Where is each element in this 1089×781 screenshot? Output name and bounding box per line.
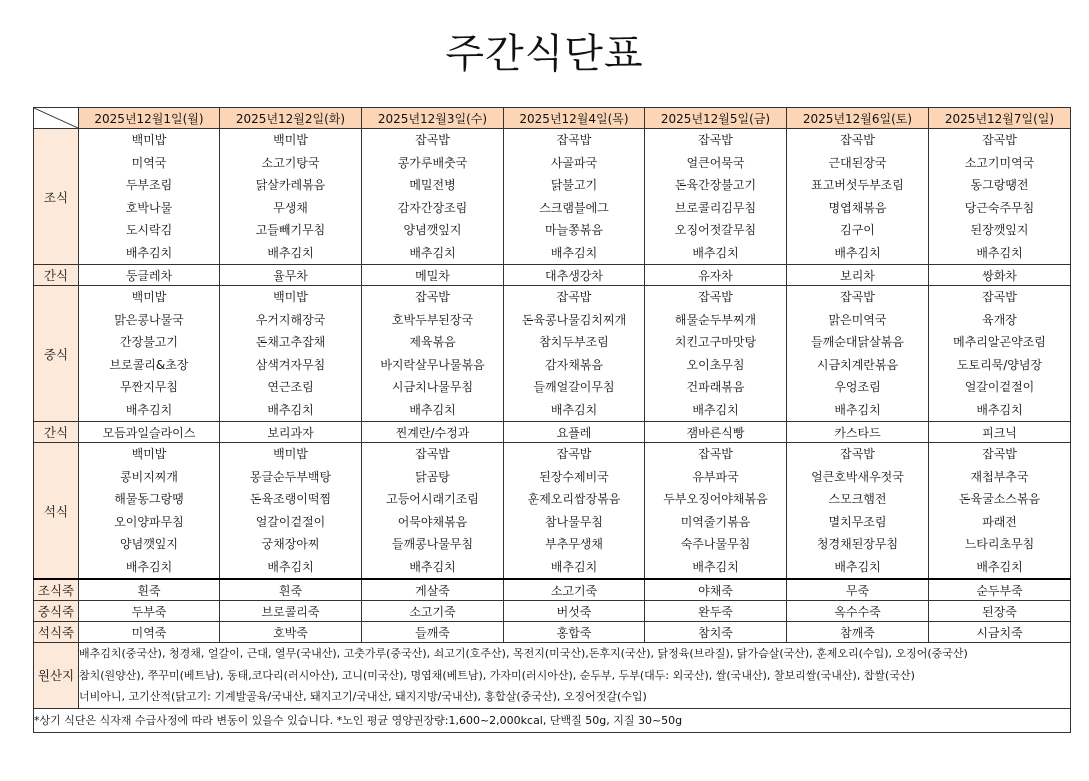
menu-item: 배추김치	[125, 559, 173, 574]
snack2-item: 찐계란/수정과	[362, 422, 504, 443]
dinner-menu-cell	[645, 443, 787, 580]
menu-item: 사골파국	[550, 155, 598, 170]
menu-item: 감자간장조림	[397, 200, 468, 215]
menu-item: 잡곡밥	[556, 447, 592, 461]
menu-item: 어묵야채볶음	[397, 514, 468, 529]
menu-item: 양념깻잎지	[120, 537, 178, 551]
meal-label-snack: 간식	[34, 265, 79, 286]
menu-item: 훈제오리쌈장볶음	[527, 492, 621, 506]
meal-label-dinner: 석식	[34, 443, 79, 580]
breakfast-row	[34, 129, 1071, 265]
menu-item: 된장깻잎지	[970, 223, 1029, 237]
menu-item: 백미밥	[131, 133, 167, 147]
menu-item: 시금치나물무침	[391, 380, 474, 394]
porridge-l-item: 두부죽	[79, 601, 220, 622]
menu-item: 김구이	[840, 223, 875, 237]
snack1-item: 유자차	[645, 265, 787, 286]
menu-item: 들깨순대닭살볶음	[811, 335, 904, 349]
menu-item: 돈육조랭이떡찜	[249, 492, 332, 506]
menu-item: 무짠지무침	[120, 380, 178, 394]
breakfast-menu-cell	[79, 129, 220, 265]
menu-item: 브로콜리김무침	[674, 200, 757, 215]
menu-item: 느타리초무침	[964, 537, 1035, 551]
menu-item: 잡곡밥	[556, 133, 592, 147]
page-title: 주간식단표	[445, 31, 644, 77]
porridge-b-item: 야채죽	[645, 579, 787, 601]
porridge-l-item: 버섯죽	[504, 601, 645, 622]
menu-item: 육개장	[982, 312, 1017, 327]
menu-item: 배추김치	[692, 245, 739, 260]
menu-item: 스모크햄전	[828, 492, 887, 506]
menu-item: 잡곡밥	[415, 133, 450, 147]
menu-item: 마늘쫑볶음	[545, 223, 603, 237]
breakfast-menu-cell	[787, 129, 929, 265]
menu-item: 숙주나물무침	[680, 537, 751, 551]
porridge-b-item: 게살죽	[362, 579, 504, 601]
menu-item: 배추김치	[692, 402, 739, 417]
snack1-item: 둥글레차	[79, 265, 220, 286]
menu-item: 브로콜리&초장	[109, 357, 189, 372]
menu-item: 배추김치	[125, 245, 173, 260]
menu-item: 유부파국	[692, 469, 739, 484]
breakfast-menu-cell	[220, 129, 362, 265]
menu-item: 양념깻잎지	[403, 223, 462, 237]
menu-item: 잡곡밥	[982, 290, 1017, 304]
meal-label-porridge-lunch: 중식죽	[34, 601, 79, 622]
menu-item: 배추김치	[409, 559, 456, 574]
porridge-l-item: 완두죽	[645, 601, 787, 622]
porridge-d-item: 시금치죽	[929, 622, 1071, 643]
menu-item: 얼갈이겉절이	[255, 514, 326, 529]
menu-item: 된장수제비국	[539, 469, 609, 484]
menu-item: 고들빼기무침	[255, 223, 326, 237]
origin-line: 참치(원양산), 쭈꾸미(베트남), 동태,코다리(러시아산), 고니(미국산), 명엽채(베트남), 가자미(러시아산), 순두부, 두부(대두: 외국산), 쌀(국내산), 찰보리쌀(국내산), 찹쌀(국산)	[79, 668, 915, 682]
meal-label-porridge-breakfast: 조식죽	[34, 579, 79, 601]
menu-item: 재첩부추국	[970, 469, 1029, 484]
lunch-menu-cell	[504, 286, 645, 422]
porridge-b-item: 무죽	[787, 579, 929, 601]
origin-label: 원산지	[34, 643, 79, 709]
menu-item: 배추김치	[976, 559, 1023, 574]
menu-item: 간장불고기	[120, 335, 178, 349]
snack1-item: 율무차	[220, 265, 362, 286]
menu-item: 잡곡밥	[840, 290, 875, 304]
menu-item: 들깨콩나물무침	[391, 537, 474, 551]
menu-item: 청경채된장무침	[816, 537, 899, 551]
menu-item: 연근조림	[267, 380, 314, 394]
meal-label-porridge-dinner: 석식죽	[34, 622, 79, 643]
porridge-row-lunch	[34, 601, 1071, 622]
menu-item: 잡곡밥	[415, 447, 450, 461]
origin-line: 너비아니, 고기산적(닭고기: 기계발골육/국내산, 돼지고기/국내산, 돼지지방/국내산), 홍합살(중국산), 오징어젓갈(수입)	[79, 690, 647, 703]
porridge-d-item: 호박죽	[220, 622, 362, 643]
menu-item: 백미밥	[273, 290, 308, 304]
menu-item: 배추김치	[834, 559, 881, 574]
menu-item: 치킨고구마맛탕	[674, 335, 757, 349]
menu-item: 배추김치	[125, 402, 173, 417]
menu-item: 배추김치	[976, 245, 1023, 260]
menu-item: 배추김치	[550, 245, 598, 260]
meal-label-snack: 간식	[34, 422, 79, 443]
menu-item: 미역줄기볶음	[680, 514, 751, 529]
menu-item: 얼갈이겉절이	[964, 380, 1035, 394]
snack2-item: 요플레	[504, 422, 645, 443]
day-header: 2025년12월1일(월)	[79, 108, 220, 129]
dinner-menu-cell	[929, 443, 1071, 580]
lunch-row	[34, 286, 1071, 422]
day-header: 2025년12월4일(목)	[504, 108, 645, 129]
menu-item: 돈육간장불고기	[674, 178, 757, 192]
snack1-item: 대추생강차	[504, 265, 645, 286]
menu-item: 백미밥	[131, 447, 167, 461]
diagonal-line-icon	[34, 108, 78, 128]
snack-row-afternoon	[34, 422, 1071, 443]
snack1-item: 쌍화차	[929, 265, 1071, 286]
origin-line: 배추김치(중국산), 청경채, 얼갈이, 근대, 열무(국내산), 고춧가루(중국산), 쇠고기(호주산), 목전지(미국산),돈후지(국산), 닭정육(브라질), 닭가슴살(국산), 훈제오리(수입), 오징어(중국산)	[79, 647, 968, 660]
menu-item: 얼큰어묵국	[686, 155, 745, 170]
menu-item: 우엉조림	[834, 380, 881, 394]
menu-item: 우거지해장국	[255, 312, 326, 327]
corner-cell	[34, 108, 79, 129]
menu-item: 스크램블에그	[539, 200, 609, 215]
breakfast-menu-cell	[362, 129, 504, 265]
menu-item: 배추김치	[550, 559, 598, 574]
snack2-item: 잼바른식빵	[645, 422, 787, 443]
menu-item: 닭불고기	[550, 178, 598, 192]
menu-item: 닭살카레볶음	[255, 178, 326, 192]
menu-item: 소고기미역국	[964, 155, 1035, 170]
day-header: 2025년12월2일(화)	[220, 108, 362, 129]
menu-item: 두부조림	[125, 178, 173, 192]
origin-cell	[79, 643, 1071, 709]
porridge-d-item: 참깨죽	[787, 622, 929, 643]
dinner-menu-cell	[787, 443, 929, 580]
menu-item: 몽글순두부백탕	[249, 469, 332, 484]
menu-item: 미역국	[131, 155, 167, 170]
porridge-d-item: 홍합죽	[504, 622, 645, 643]
menu-item: 멸치무조림	[828, 514, 887, 529]
porridge-b-item: 순두부죽	[929, 579, 1071, 601]
menu-item: 두부오징어야채볶음	[663, 492, 768, 506]
menu-item: 잡곡밥	[415, 290, 450, 304]
menu-item: 잡곡밥	[982, 447, 1017, 461]
menu-item: 돈육콩나물김치찌개	[521, 312, 627, 327]
day-header: 2025년12월3일(수)	[362, 108, 504, 129]
menu-item: 배추김치	[267, 559, 314, 574]
dinner-menu-cell	[362, 443, 504, 580]
porridge-b-item: 흰죽	[220, 579, 362, 601]
menu-item: 배추김치	[409, 245, 456, 260]
menu-item: 참나물무침	[545, 514, 603, 529]
menu-item: 돈육굴소스볶음	[958, 492, 1041, 506]
menu-item: 들깨얼갈이무침	[533, 380, 615, 394]
lunch-menu-cell	[929, 286, 1071, 422]
menu-item: 감자채볶음	[545, 357, 603, 372]
menu-item: 잡곡밥	[982, 133, 1017, 147]
porridge-row-dinner	[34, 622, 1071, 643]
menu-item: 참치두부조림	[539, 335, 609, 349]
menu-item: 궁채장아찌	[261, 537, 320, 551]
menu-item: 맑은콩나물국	[114, 312, 184, 327]
snack2-item: 피크닉	[929, 422, 1071, 443]
porridge-l-item: 브로콜리죽	[220, 601, 362, 622]
snack2-item: 모듬과일슬라이스	[79, 422, 220, 443]
menu-item: 메추리알곤약조림	[953, 335, 1046, 349]
weekly-menu-table	[33, 107, 1071, 733]
porridge-l-item: 소고기죽	[362, 601, 504, 622]
snack1-item: 보리차	[787, 265, 929, 286]
menu-item: 호박두부된장국	[391, 312, 474, 327]
menu-item: 삼색겨자무침	[255, 357, 326, 372]
breakfast-menu-cell	[929, 129, 1071, 265]
menu-item: 소고기탕국	[261, 155, 320, 170]
snack1-item: 메밀차	[362, 265, 504, 286]
menu-item: 무생채	[273, 200, 308, 215]
menu-item: 잡곡밥	[698, 290, 733, 304]
menu-item: 잡곡밥	[840, 447, 875, 461]
menu-item: 제육볶음	[409, 335, 456, 349]
lunch-menu-cell	[645, 286, 787, 422]
menu-item: 잡곡밥	[698, 447, 733, 461]
porridge-d-item: 참치죽	[645, 622, 787, 643]
porridge-row-breakfast	[34, 579, 1071, 601]
menu-item: 메밀전병	[409, 178, 456, 192]
menu-item: 배추김치	[267, 245, 314, 260]
menu-item: 오징어젓갈무침	[674, 223, 757, 237]
menu-item: 부추무생채	[545, 537, 603, 551]
menu-item: 표고버섯두부조림	[811, 178, 904, 192]
porridge-l-item: 된장죽	[929, 601, 1071, 622]
breakfast-menu-cell	[645, 129, 787, 265]
menu-item: 동그랑땡전	[970, 178, 1029, 192]
menu-item: 도토리묵/양념장	[956, 357, 1043, 372]
menu-item: 건파래볶음	[686, 380, 745, 394]
porridge-d-item: 미역죽	[79, 622, 220, 643]
lunch-menu-cell	[220, 286, 362, 422]
menu-item: 당근숙주무침	[964, 200, 1035, 215]
menu-item: 해물동그랑땡	[114, 492, 184, 506]
origin-row	[34, 643, 1071, 709]
menu-item: 시금치계란볶음	[816, 357, 899, 372]
menu-item: 돈채고추잡채	[255, 335, 326, 349]
day-header: 2025년12월5일(금)	[645, 108, 787, 129]
menu-item: 파래전	[982, 514, 1017, 529]
menu-item: 닭곰탕	[415, 469, 450, 484]
menu-item: 얼큰호박새우젓국	[811, 469, 904, 484]
porridge-b-item: 소고기죽	[504, 579, 645, 601]
menu-item: 오이초무침	[686, 357, 745, 372]
snack2-item: 카스타드	[787, 422, 929, 443]
menu-item: 근대된장국	[828, 155, 887, 170]
menu-item: 호박나물	[125, 200, 173, 215]
dinner-menu-cell	[504, 443, 645, 580]
meal-label-breakfast: 조식	[34, 129, 79, 265]
menu-item: 콩가루배춧국	[397, 155, 468, 170]
dinner-menu-cell	[79, 443, 220, 580]
porridge-d-item: 들깨죽	[362, 622, 504, 643]
menu-item: 명엽채볶음	[828, 200, 887, 215]
day-header: 2025년12월6일(토)	[787, 108, 929, 129]
dinner-row	[34, 443, 1071, 580]
menu-item: 잡곡밥	[698, 133, 733, 147]
menu-item: 배추김치	[267, 402, 314, 417]
menu-item: 백미밥	[131, 290, 167, 304]
footnote: *상기 식단은 식자재 수급사정에 따라 변동이 있을수 있습니다. *노인 평균 영양권장량:1,600~2,000kcal, 단백질 50g, 지질 30~50g	[34, 708, 1071, 732]
menu-item: 배추김치	[834, 402, 881, 417]
menu-item: 잡곡밥	[556, 290, 592, 304]
lunch-menu-cell	[787, 286, 929, 422]
snack2-item: 보리과자	[220, 422, 362, 443]
menu-item: 배추김치	[409, 402, 456, 417]
menu-item: 오이양파무침	[114, 514, 184, 529]
breakfast-menu-cell	[504, 129, 645, 265]
menu-item: 맑은미역국	[828, 312, 887, 327]
porridge-l-item: 옥수수죽	[787, 601, 929, 622]
note-row	[34, 708, 1071, 732]
menu-item: 도시락김	[125, 223, 173, 237]
snack-row-morning	[34, 265, 1071, 286]
menu-item: 백미밥	[273, 133, 308, 147]
menu-item: 배추김치	[834, 245, 881, 260]
menu-item: 배추김치	[976, 402, 1023, 417]
menu-item: 배추김치	[550, 402, 598, 417]
lunch-menu-cell	[362, 286, 504, 422]
menu-item: 잡곡밥	[840, 133, 875, 147]
menu-item: 콩비지찌개	[120, 469, 178, 484]
menu-item: 바지락살무나물볶음	[380, 357, 485, 372]
dinner-menu-cell	[220, 443, 362, 580]
lunch-menu-cell	[79, 286, 220, 422]
meal-label-lunch: 중식	[34, 286, 79, 422]
day-header: 2025년12월7일(일)	[929, 108, 1071, 129]
menu-item: 배추김치	[692, 559, 739, 574]
menu-item: 고등어시래기조림	[386, 492, 479, 506]
menu-item: 백미밥	[273, 447, 308, 461]
porridge-b-item: 흰죽	[79, 579, 220, 601]
menu-item: 해물순두부찌개	[674, 312, 757, 327]
